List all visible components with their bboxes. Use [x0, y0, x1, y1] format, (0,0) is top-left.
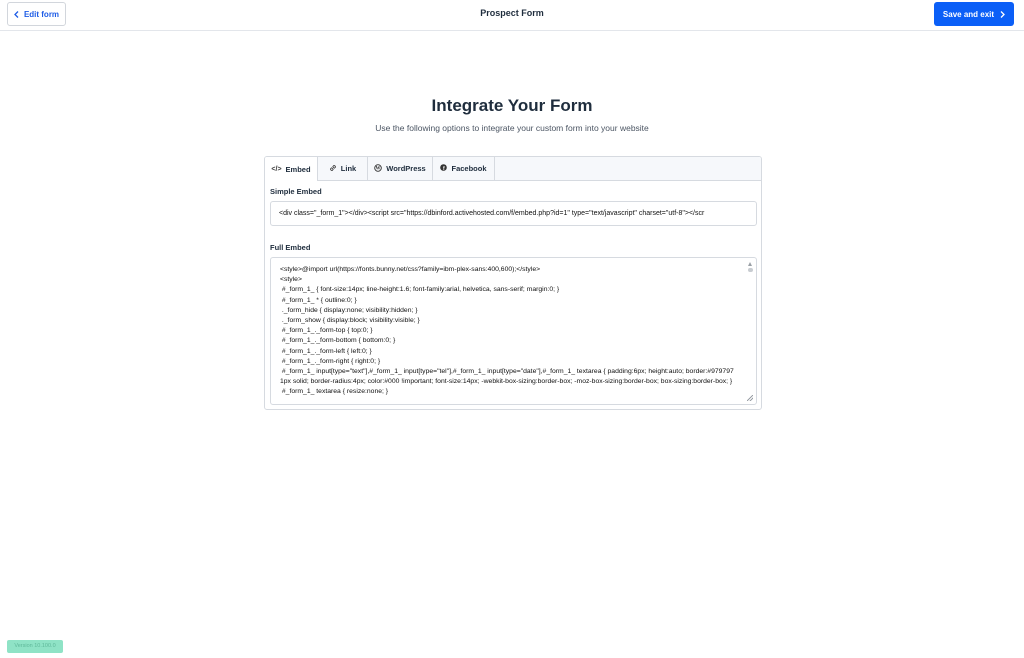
chevron-right-icon	[1000, 11, 1005, 18]
code-line: <style>	[280, 276, 302, 284]
top-bar	[0, 0, 1024, 31]
simple-embed-code-field[interactable]: <div class="_form_1"></div><script src="https://dbinford.activehosted.com/f/embed.php?id=1" type="text/javascript" charset="utf-8"></scr	[270, 201, 757, 226]
scroll-up-arrow-icon[interactable]	[748, 262, 752, 266]
code-line: ._form_show { display:block; visibility:visible; }	[280, 317, 420, 325]
version-badge: Version 10.100.0	[7, 640, 63, 653]
code-line: ._form_hide { display:none; visibility:hidden; }	[280, 306, 418, 314]
code-icon: </>	[271, 165, 282, 173]
page-heading: Integrate Your Form	[431, 96, 593, 115]
code-scrollbar[interactable]	[747, 262, 754, 398]
integration-panel	[264, 156, 762, 410]
code-line: #_form_1_._form-top { top:0; }	[280, 327, 373, 335]
integration-tabs	[265, 157, 761, 181]
edit-form-label: Edit form	[23, 9, 60, 19]
code-line: <style>@import url(https://fonts.bunny.net/css?family=ibm-plex-sans:400,600);</style>	[280, 266, 541, 273]
svg-text:W: W	[375, 166, 381, 172]
tab-link-label: Link	[340, 164, 357, 173]
full-embed-code	[280, 265, 742, 398]
code-line: #_form_1_._form-right { right:0; }	[280, 357, 381, 365]
tab-wordpress[interactable]	[368, 157, 433, 180]
code-line: #_form_1_._form-bottom { bottom:0; }	[280, 337, 396, 345]
tab-embed-label: Embed	[285, 164, 311, 174]
scroll-thumb[interactable]	[748, 268, 753, 272]
svg-text:f: f	[443, 165, 446, 171]
tab-embed[interactable]	[265, 157, 318, 181]
code-line: #_form_1_ { font-size:14px; line-height:1.6; font-family:arial, helvetica, sans-serif; margin:0; }	[280, 286, 560, 294]
tab-link[interactable]	[318, 157, 368, 180]
code-line: #_form_1_._form-left { left:0; }	[280, 347, 372, 355]
tab-facebook-label: Facebook	[451, 164, 487, 173]
full-embed-code-textarea[interactable]	[270, 257, 757, 405]
full-embed-label: Full Embed	[270, 243, 311, 252]
code-line: #_form_1_ textarea { resize:none; }	[280, 388, 389, 396]
resize-handle-icon[interactable]	[747, 395, 753, 401]
save-and-exit-button[interactable]	[934, 2, 1014, 26]
tab-facebook[interactable]	[433, 157, 495, 180]
code-line: #_form_1_ * { outline:0; }	[280, 296, 357, 304]
simple-embed-label: Simple Embed	[270, 187, 322, 196]
page-subheading: Use the following options to integrate your custom form into your website	[375, 123, 649, 133]
link-icon	[329, 164, 337, 174]
facebook-icon	[440, 164, 447, 173]
wordpress-icon	[374, 164, 382, 174]
save-and-exit-label: Save and exit	[942, 9, 995, 19]
code-line: #_form_1_ input[type="text"],#_form_1_ input[type="tel"],#_form_1_ input[type="date"],#_form_1_ textarea { padding:6px; height:auto; border:#979797 1px solid; border-radius:4px; color:#000 !important; font-size:14px; -webkit-box-sizing:border-box; -moz-box-sizing:border-box; box-sizing:border-box; }	[280, 368, 736, 386]
tab-wordpress-label: WordPress	[386, 164, 426, 173]
form-title: Prospect Form	[480, 8, 544, 18]
